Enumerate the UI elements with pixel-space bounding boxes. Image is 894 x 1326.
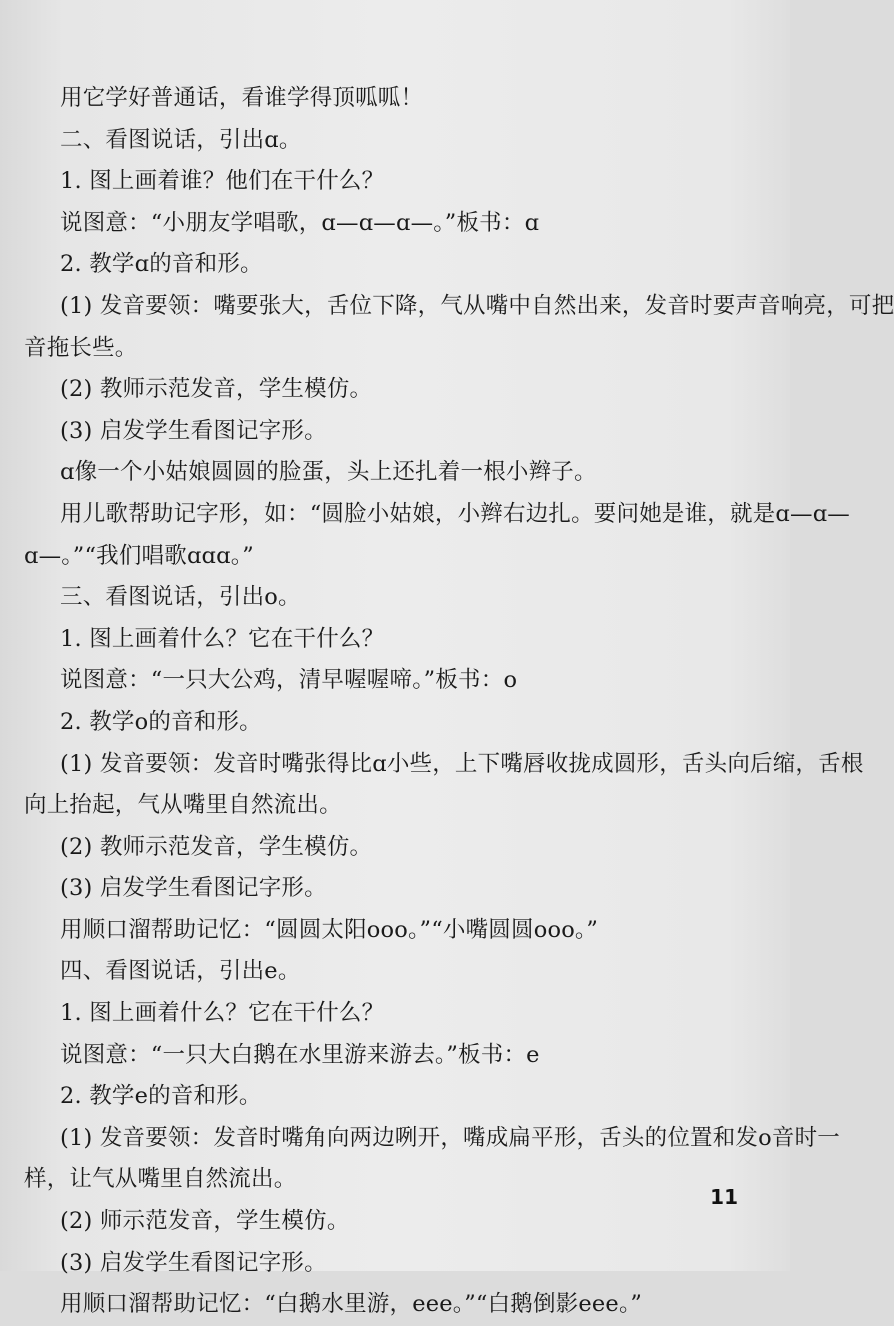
text-line: 1. 图上画着谁？他们在干什么？: [60, 168, 385, 195]
text-line: ɑ像一个小姑娘圆圆的脸蛋，头上还扎着一根小辫子。: [60, 459, 597, 486]
text-line: 向上抬起，气从嘴里自然流出。: [24, 792, 342, 819]
text-line: (1) 发音要领：嘴要张大，舌位下降，气从嘴中自然出来，发音时要声音响亮，可把: [60, 292, 894, 319]
text-line: (3) 启发学生看图记字形。: [60, 1249, 327, 1276]
text-line: 说图意：“一只大白鹅在水里游来游去。”板书：e: [60, 1041, 540, 1068]
text-line: (3) 启发学生看图记字形。: [60, 875, 327, 902]
text-line: (3) 启发学生看图记字形。: [60, 417, 327, 444]
text-line: (2) 师示范发音，学生模仿。: [60, 1208, 350, 1235]
text-line: 2. 教学ɑ的音和形。: [60, 251, 263, 278]
section-heading: 二、看图说话，引出ɑ。: [60, 126, 302, 153]
text-line: (1) 发音要领：发音时嘴角向两边咧开，嘴成扁平形，舌头的位置和发o音时一: [60, 1124, 840, 1151]
text-line: 音拖长些。: [24, 334, 138, 361]
body-text: [24, 78, 894, 1326]
text-line: 样，让气从嘴里自然流出。: [24, 1166, 297, 1193]
text-line: 说图意：“小朋友学唱歌，ɑ—ɑ—ɑ—。”板书：ɑ: [60, 209, 540, 236]
text-line: 用顺口溜帮助记忆：“白鹅水里游，eee。”“白鹅倒影eee。”: [60, 1291, 643, 1318]
section-heading: 四、看图说话，引出e。: [60, 958, 301, 985]
text-line: 用儿歌帮助记字形，如：“圆脸小姑娘，小辫右边扎。要问她是谁，就是ɑ—ɑ—: [60, 500, 851, 527]
text-line: 1. 图上画着什么？它在干什么？: [60, 625, 385, 652]
text-line: 用它学好普通话，看谁学得顶呱呱！: [60, 85, 424, 111]
text-line: 2. 教学o的音和形。: [60, 708, 262, 735]
text-line: (2) 教师示范发音，学生模仿。: [60, 833, 373, 860]
text-line: (1) 发音要领：发音时嘴张得比ɑ小些，上下嘴唇收拢成圆形，舌头向后缩，舌根: [60, 750, 864, 777]
text-line: 2. 教学e的音和形。: [60, 1083, 262, 1110]
text-line: 说图意：“一只大公鸡，清早喔喔啼。”板书：o: [60, 667, 518, 694]
section-heading: 三、看图说话，引出o。: [60, 584, 301, 611]
text-line: (2) 教师示范发音，学生模仿。: [60, 376, 373, 403]
page-number: 11: [710, 1185, 738, 1209]
text-line: ɑ—。”“我们唱歌ɑɑɑ。”: [24, 542, 254, 569]
text-line: 1. 图上画着什么？它在干什么？: [60, 1000, 385, 1027]
text-line: 用顺口溜帮助记忆：“圆圆太阳ooo。”“小嘴圆圆ooo。”: [60, 916, 599, 943]
